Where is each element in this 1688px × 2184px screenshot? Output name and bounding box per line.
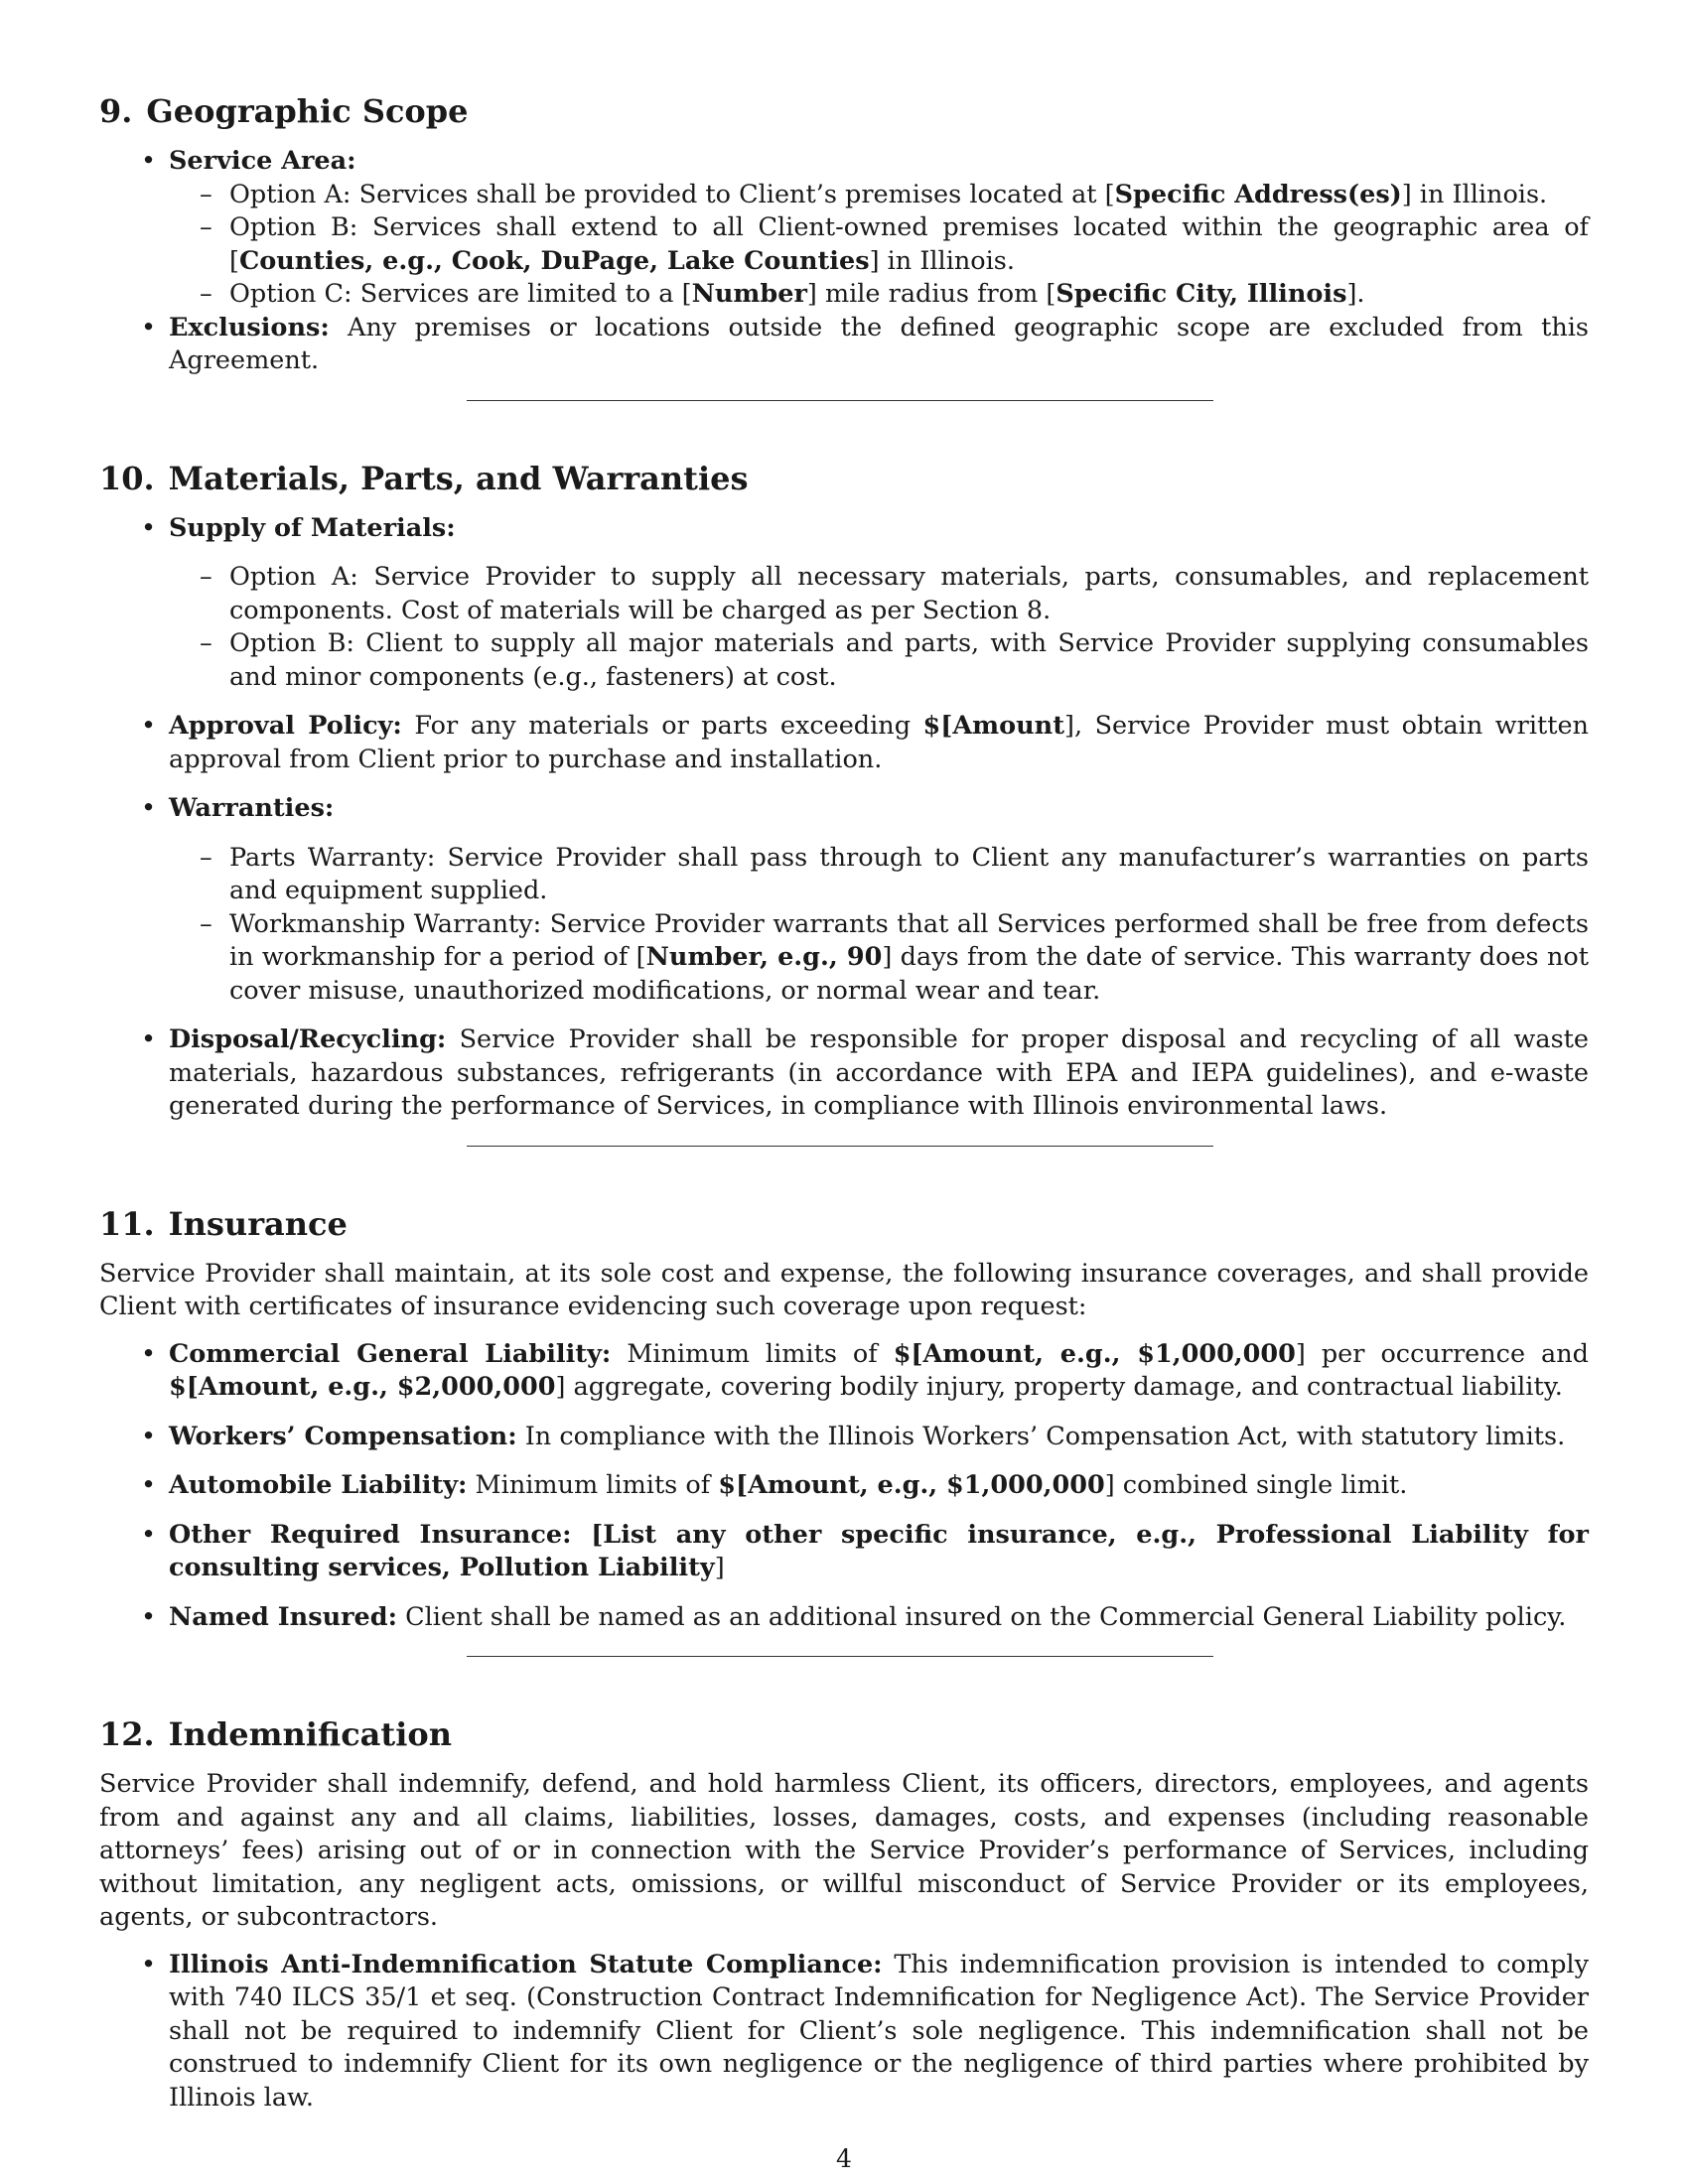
list-item-statute: • Illinois Anti-Indemnification Statute Compliance: This indemnification provision is intended to comply with 740 ILCS 35/1 et seq. (Construction Contract Indemnification for Negligence Act). The Service Provider shall not be required to indemnify Client for Client’s sole negligence. This indemnification shall not be construed to indemnify Client for its own negligence or the negligence of third parties where prohibited by Illinois law. (169, 1949, 1589, 2116)
list-item (169, 145, 1589, 312)
list-item-approval: • Approval Policy: For any materials or parts exceeding $[Amount], Service Provider must obtain written approval from Client prior to purchase and installation. (169, 710, 1589, 776)
bullet-list (99, 1338, 1589, 1635)
section-number: 9. (99, 92, 133, 130)
list-item-named-insured: • Named Insured: Client shall be named as an additional insured on the Commercial General Liability policy. (169, 1601, 1589, 1635)
section-heading (99, 1204, 1589, 1244)
parts-warranty: – Parts Warranty: Service Provider shall pass through to Client any manufacturer’s warranties on parts and equipment supplied. (229, 842, 1589, 908)
section-heading (99, 1714, 1589, 1754)
list-item-disposal: • Disposal/Recycling: Service Provider shall be responsible for proper disposal and recycling of all waste materials, hazardous substances, refrigerants (in accordance with EPA and IEPA guidelines), and e-waste generated during the performance of Services, in compliance with Illinois environmental laws. (169, 1024, 1589, 1124)
list-item-workers-comp: • Workers’ Compensation: In compliance with the Illinois Workers’ Compensation Act, with statutory limits. (169, 1421, 1589, 1454)
section-heading (99, 459, 1589, 498)
list-item-supply: • Supply of Materials: – Option A: Service Provider to supply all necessary materials, parts, consumables, and replacement components. Cost of materials will be charged as per Section 8. – Option B: Client to supply all major materials and parts, with Service Provider supplying consumables and minor components (e.g., fasteners) at cost. (169, 512, 1589, 695)
section-number: 11. (99, 1204, 155, 1243)
option-b: – Option B: Services shall extend to all Client-owned premises located within the geographic area of [Counties, e.g., Cook, DuPage, Lake Counties] in Illinois. (229, 211, 1589, 278)
list-item-warranties: • Warranties: – Parts Warranty: Service Provider shall pass through to Client any manufacturer’s warranties on parts and equipment supplied. – Workmanship Warranty: Service Provider warrants that all Services performed shall be free from defects in workmanship for a period of [Number, e.g., 90] days from the date of service. This warranty does not cover misuse, unauthorized modifications, or normal wear and tear. (169, 792, 1589, 1008)
bullet-list (99, 512, 1589, 1124)
section-title: Materials, Parts, and Warranties (168, 459, 749, 497)
list-item-auto: • Automobile Liability: Minimum limits of $[Amount, e.g., $1,000,000] combined single limit. (169, 1469, 1589, 1503)
section-materials-parts-warranties (99, 459, 1589, 1147)
bullet-list (99, 145, 1589, 378)
workmanship-warranty: – Workmanship Warranty: Service Provider warrants that all Services performed shall be free from defects in workmanship for a period of [Number, e.g., 90] days from the date of service. This warranty does not cover misuse, unauthorized modifications, or normal wear and tear. (229, 908, 1589, 1009)
warranty-list (169, 842, 1589, 1009)
section-title: Geographic Scope (146, 92, 469, 130)
section-title: Insurance (168, 1204, 348, 1243)
section-intro: Service Provider shall maintain, at its sole cost and expense, the following insurance coverages, and shall provide Client with certificates of insurance evidencing such coverage upon request: (99, 1258, 1589, 1321)
list-item-exclusions: • Exclusions: Any premises or locations outside the defined geographic scope are excluded from this Agreement. (169, 312, 1589, 378)
supply-option-b: – Option B: Client to supply all major materials and parts, with Service Provider supplying consumables and minor components (e.g., fasteners) at cost. (229, 627, 1589, 694)
section-geographic-scope (99, 91, 1589, 401)
section-divider (467, 400, 1213, 401)
section-intro: Service Provider shall indemnify, defend, and hold harmless Client, its officers, directors, employees, and agents from and against any and all claims, liabilities, losses, damages, costs, and expenses (including reasonable attorneys’ fees) arising out of or in connection with the Service Provider’s performance of Services, including without limitation, any negligent acts, omissions, or willful misconduct of Service Provider or its employees, agents, or subcontractors. (99, 1769, 1589, 1932)
section-insurance (99, 1204, 1589, 1658)
section-divider (467, 1146, 1213, 1147)
section-indemnification (99, 1714, 1589, 2115)
option-list (169, 179, 1589, 312)
bullet-list (99, 1949, 1589, 2116)
section-number: 12. (99, 1715, 155, 1753)
supply-option-a: – Option A: Service Provider to supply all necessary materials, parts, consumables, and replacement components. Cost of materials will be charged as per Section 8. (229, 561, 1589, 627)
section-number: 10. (99, 459, 155, 497)
option-c: – Option C: Services are limited to a [Number] mile radius from [Specific City, Illinois]. (229, 278, 1589, 312)
section-heading (99, 91, 1589, 131)
page-number: 4 (836, 2144, 852, 2173)
option-a: – Option A: Services shall be provided to Client’s premises located at [Specific Address(es)] in Illinois. (229, 179, 1589, 212)
list-item-cgl: • Commercial General Liability: Minimum limits of $[Amount, e.g., $1,000,000] per occurrence and $[Amount, e.g., $2,000,000] aggregate, covering bodily injury, property damage, and contractual liability. (169, 1338, 1589, 1405)
document-page (99, 91, 1589, 2115)
list-item-other: • Other Required Insurance: [List any other specific insurance, e.g., Professional Liability for consulting services, Pollution Liability] (169, 1519, 1589, 1585)
section-title: Indemnification (168, 1715, 452, 1753)
option-list (169, 561, 1589, 694)
service-area-label: Service Area: (169, 146, 356, 176)
section-divider (467, 1656, 1213, 1657)
